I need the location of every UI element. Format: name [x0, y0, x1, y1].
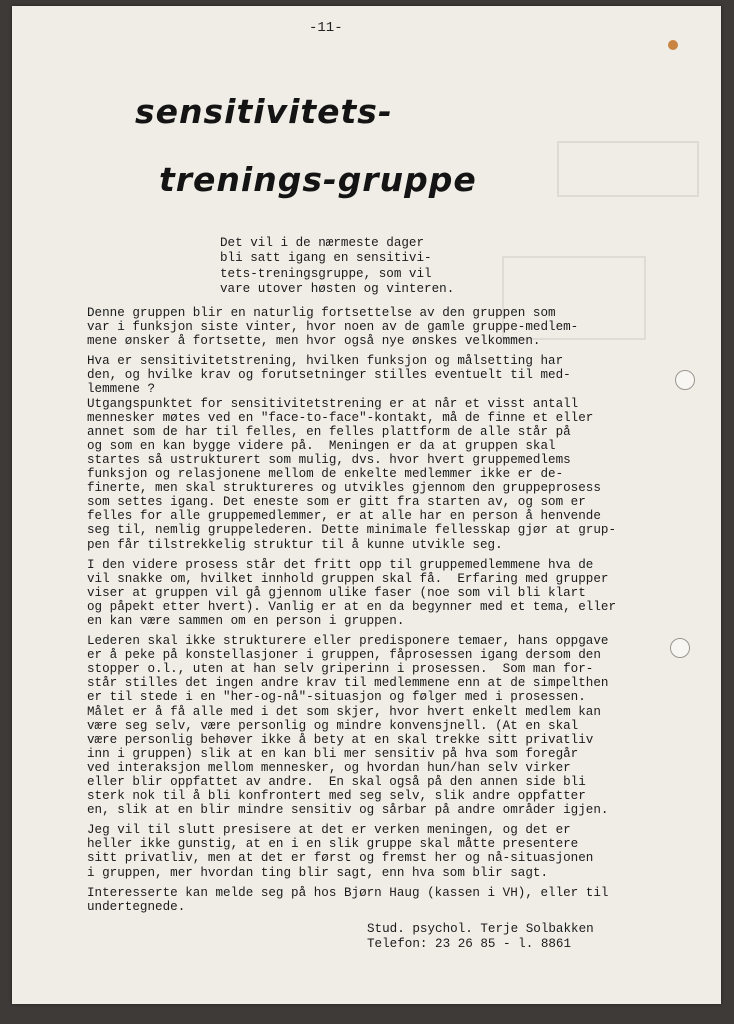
bleed-through-box: [557, 141, 699, 197]
signature-phone: Telefon: 23 26 85 - l. 8861: [367, 937, 572, 951]
paragraph: I den videre prosess står det fritt opp til gruppemedlemmene hva de vil snakke om, hvilket innhold gruppen skal få. Erfaring med grupper viser at gruppen vil gå gjennom ulike faser (noe som vil bli klart og påpekt etter hvert). Vanlig er at en da begynner med et tema, eller en kan være sammen om en person i gruppen.: [87, 557, 617, 628]
body-text: [87, 306, 692, 920]
document-page: [12, 6, 721, 1004]
page-number: -11-: [309, 20, 343, 36]
intro-text: Det vil i de nærmeste dager bli satt igang en sensitivi- tets-treningsgruppe, som vil vare utover høsten og vinteren.: [220, 236, 455, 296]
paragraph: Interesserte kan melde seg på hos Bjørn Haug (kassen i VH), eller til undertegnede.: [87, 885, 609, 914]
paragraph: Lederen skal ikke strukturere eller predisponere temaer, hans oppgave er å peke på konstellasjoner i gruppen, fåprosessen igang dersom den stopper o.l., uten at han selv griperinn i prosessen. Som man for- står stilles det ingen andre krav til medlemmene enn at de simpelthen er til stede i en "her-og-nå"-situasjon og følger med i prosessen. Målet er å få alle med i det som skjer, hvor hvert enkelt medlem kan være seg selv, være personlig og mindre konvensjnell. (At en skal være personlig behøver ikke å bety at en skal trekke sitt privatliv inn i gruppen) slik at en kan bli mer sensitiv på hva som foregår ved interaksjon mellom mennesker, og hvordan hun/han selv virker eller blir oppfattet av andre. En skal også på den annen side bli sterk nok til å bli konfrontert med seg selv, slik andre oppfatter en, slik at en blir mindre sensitiv og sårbar på andre områder igjen.: [87, 634, 609, 818]
title-line-1: sensitivitets-: [135, 92, 393, 131]
signature-name: Stud. psychol. Terje Solbakken: [367, 922, 594, 936]
rust-spot: [668, 40, 678, 50]
paragraph: Jeg vil til slutt presisere at det er verken meningen, og det er heller ikke gunstig, at en i en slik gruppe skal måtte presentere sitt privatliv, men at det er først og fremst her og nå-situasjonen i gruppen, mer hvordan ting blir sagt, enn hva som blir sagt.: [87, 823, 594, 880]
title-line-2: trenings-gruppe: [159, 160, 477, 199]
paragraph: Denne gruppen blir en naturlig fortsettelse av den gruppen som var i funksjon siste vinter, hvor noen av de gamle gruppe-medlem- mene ønsker å fortsette, men hvor også nye ønskes velkommen.: [87, 306, 579, 349]
paragraph: Hva er sensitivitetstrening, hvilken funksjon og målsetting har den, og hvilke krav og forutsetninger stilles eventuelt til med- lemmene ? Utgangspunktet for sensitivitetstrening er at når et visst antall mennesker møtes ved en "face-to-face"-kontakt, må de finne et eller annet som de har til felles, en felles plattform de alle står på og som en kan bygge videre på. Meningen er da at gruppen skal startes så ustrukturert som mulig, dvs. hvor hvert gruppemedlems funksjon og relasjonene mellom de enkelte medlemmer ikke er de- finerte, men skal struktureres og utvikles gjennom den gruppeprosess som settes igang. Det eneste som er gitt fra starten av, og som er felles for alle gruppemedlemmer, er at alle har en person å henvende seg til, nemlig gruppelederen. Dette minimale fellesskap gjør at grup- pen får tilstrekkelig struktur til å kunne utvikle seg.: [87, 354, 617, 552]
signature-block: [367, 922, 594, 952]
